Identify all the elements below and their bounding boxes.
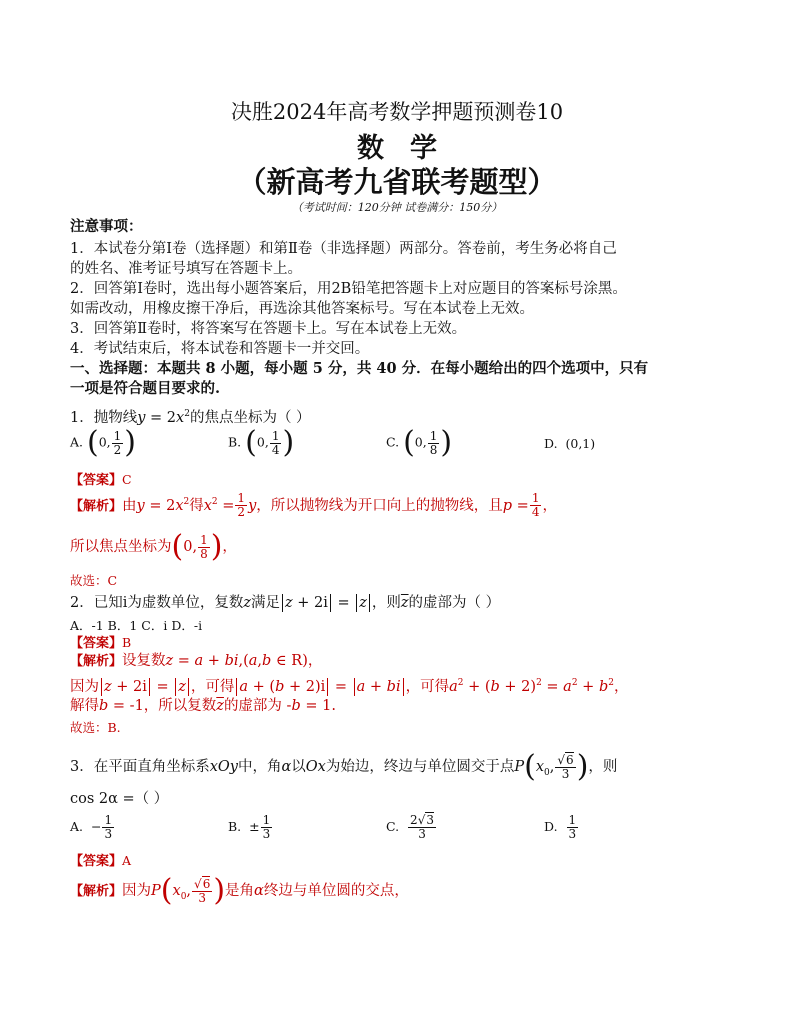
q1-choose: 故选：C: [70, 573, 118, 588]
q1-option-a: A. (0, $\frac{1}{2}$ ): [70, 425, 137, 460]
subject-title: 数学: [357, 133, 463, 164]
q1-analysis: 【解析】由$y = 2x^2$得$x^2$ = $\frac{1}{2}$ y，所以抛物线为开口向上的抛物线，且p = $\frac{1}{4}$ ，: [70, 491, 557, 520]
q1-option-d: D. (0,1): [544, 436, 596, 451]
q3-option-b: B. ± $\frac{1}{3}$: [228, 813, 271, 841]
q3-stem-line-2: cos 2α =（ ）: [70, 791, 169, 807]
q1-analysis-line-2: 所以焦点坐标为(0, $\frac{1}{8}$ )，: [70, 529, 237, 564]
q2-analysis-line-2: 因为 z + 2i = z ，可得 a + (b + 2)i = a + bi ，可得$a^2 + (b + 2)^2 = a^2 + b^2$，: [70, 678, 629, 695]
exam-title: 决胜2024年高考数学押题预测卷10: [230, 100, 564, 124]
q1-stem: 1．抛物线$y = 2x^2$的焦点坐标为（ ）: [70, 409, 311, 426]
exam-subtitle: （新高考九省联考题型）: [237, 165, 557, 199]
notice-item-2-line-1: 2．回答第Ⅰ卷时，选出每小题答案后，用2B铅笔把答题卡上对应题目的答案标号涂黑。: [70, 281, 627, 297]
q3-option-a: A. − $\frac{1}{3}$: [70, 813, 113, 841]
q1-option-b: B. (0, $\frac{1}{4}$ ): [228, 425, 295, 460]
q2-stem: 2．已知i为虚数单位，复数z满足 z + 2i = z ，则$\overline{z}$的虚部为（ ）: [70, 595, 501, 611]
notice-item-1-line-2: 的姓名、准考证号填写在答题卡上。: [70, 261, 302, 277]
q2-answer: 【答案】B: [70, 635, 132, 651]
q1-answer: 【答案】C: [70, 472, 132, 488]
q2-analysis: 【解析】设复数z = a + bi,(a,b ∈ R)，: [70, 653, 323, 669]
q2-choose: 故选：B.: [70, 720, 121, 735]
notice-item-3: 3．回答第Ⅱ卷时，将答案写在答题卡上。写在本试卷上无效。: [70, 321, 467, 337]
q3-answer: 【答案】A: [70, 853, 132, 869]
q3-option-d: D. $\frac{1}{3}$: [544, 813, 577, 841]
q2-analysis-line-3: 解得b = -1，所以复数$\overline{z}$的虚部为 -b = 1.: [70, 698, 336, 714]
section-1-line-2: 一项是符合题目要求的.: [70, 380, 221, 397]
exam-info: （考试时间：120分钟 试卷满分：150分）: [291, 201, 503, 214]
q3-analysis: 【解析】因为$P(x_0$, $\frac{√6}{3}$ )是角α终边与单位圆的交点，: [70, 873, 409, 908]
q3-stem: 3．在平面直角坐标系xOy中，角α以Ox为始边，终边与单位圆交于点$P(x_0$, $\frac{√6}{3}$ )，则: [70, 749, 618, 784]
q3-option-c: C. $\frac{2√3}{3}$: [386, 813, 434, 841]
notice-item-4: 4．考试结束后，将本试卷和答题卡一并交回。: [70, 341, 370, 357]
section-1-line-1: 一、选择题：本题共 8 小题，每小题 5 分，共 40 分．在每小题给出的四个选项中，只有: [70, 360, 649, 377]
notice-item-1-line-1: 1．本试卷分第Ⅰ卷（选择题）和第Ⅱ卷（非选择题）两部分。答卷前，考生务必将自己: [70, 241, 617, 257]
notice-item-2-line-2: 如需改动，用橡皮擦干净后，再选涂其他答案标号。写在本试卷上无效。: [70, 301, 534, 317]
q2-options: A．-1 B．1 C．i D．-i: [70, 618, 203, 633]
notice-heading: 注意事项：: [70, 218, 143, 235]
q1-option-c: C. (0, $\frac{1}{8}$ ): [386, 425, 453, 460]
